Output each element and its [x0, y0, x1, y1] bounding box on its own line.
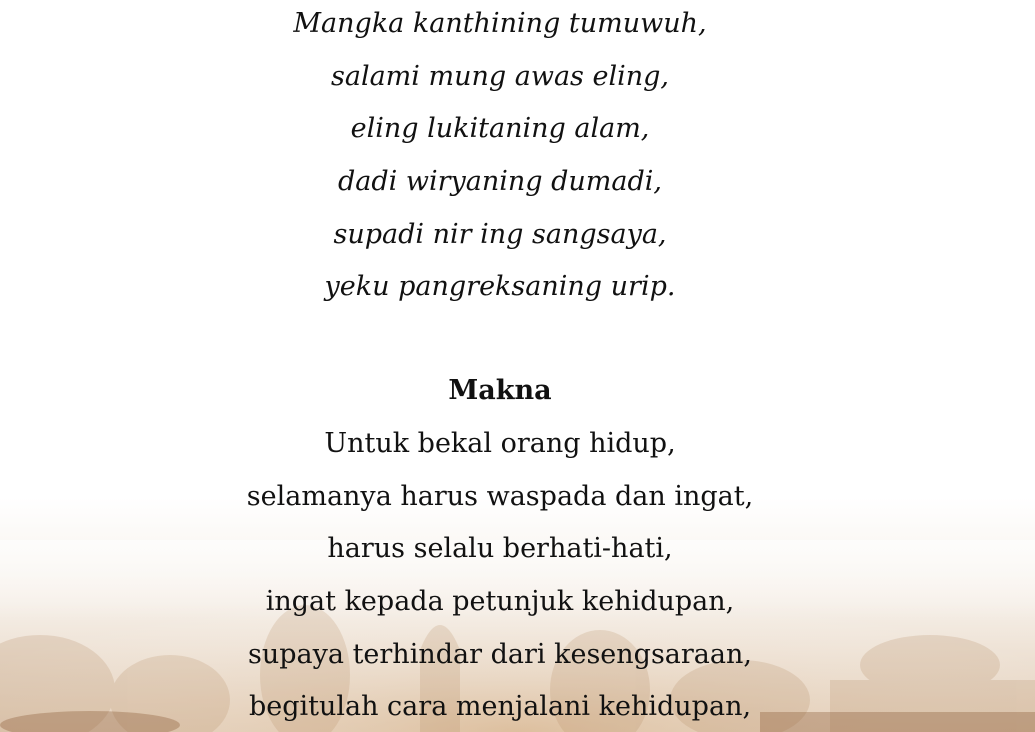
meaning-heading: Makna — [448, 375, 552, 406]
meaning-line: harus selalu berhati-hati, — [327, 533, 673, 564]
poem-line: salami mung awas eling, — [330, 61, 669, 92]
poem-line: supadi nir ing sangsaya, — [333, 219, 667, 250]
poem-line: Mangka kanthining tumuwuh, — [293, 8, 707, 39]
meaning-line: Untuk bekal orang hidup, — [324, 428, 676, 459]
poem-line: dadi wiryaning dumadi, — [337, 166, 663, 197]
meaning-line: supaya terhindar dari kesengsaraan, — [248, 639, 752, 670]
meaning-line: begitulah cara menjalani kehidupan, — [248, 691, 752, 722]
poem-line: yeku pangreksaning urip. — [324, 271, 676, 302]
meaning-line: selamanya harus waspada dan ingat, — [246, 481, 754, 512]
meaning-line: ingat kepada petunjuk kehidupan, — [265, 586, 735, 617]
poem-line: eling lukitaning alam, — [350, 113, 650, 144]
